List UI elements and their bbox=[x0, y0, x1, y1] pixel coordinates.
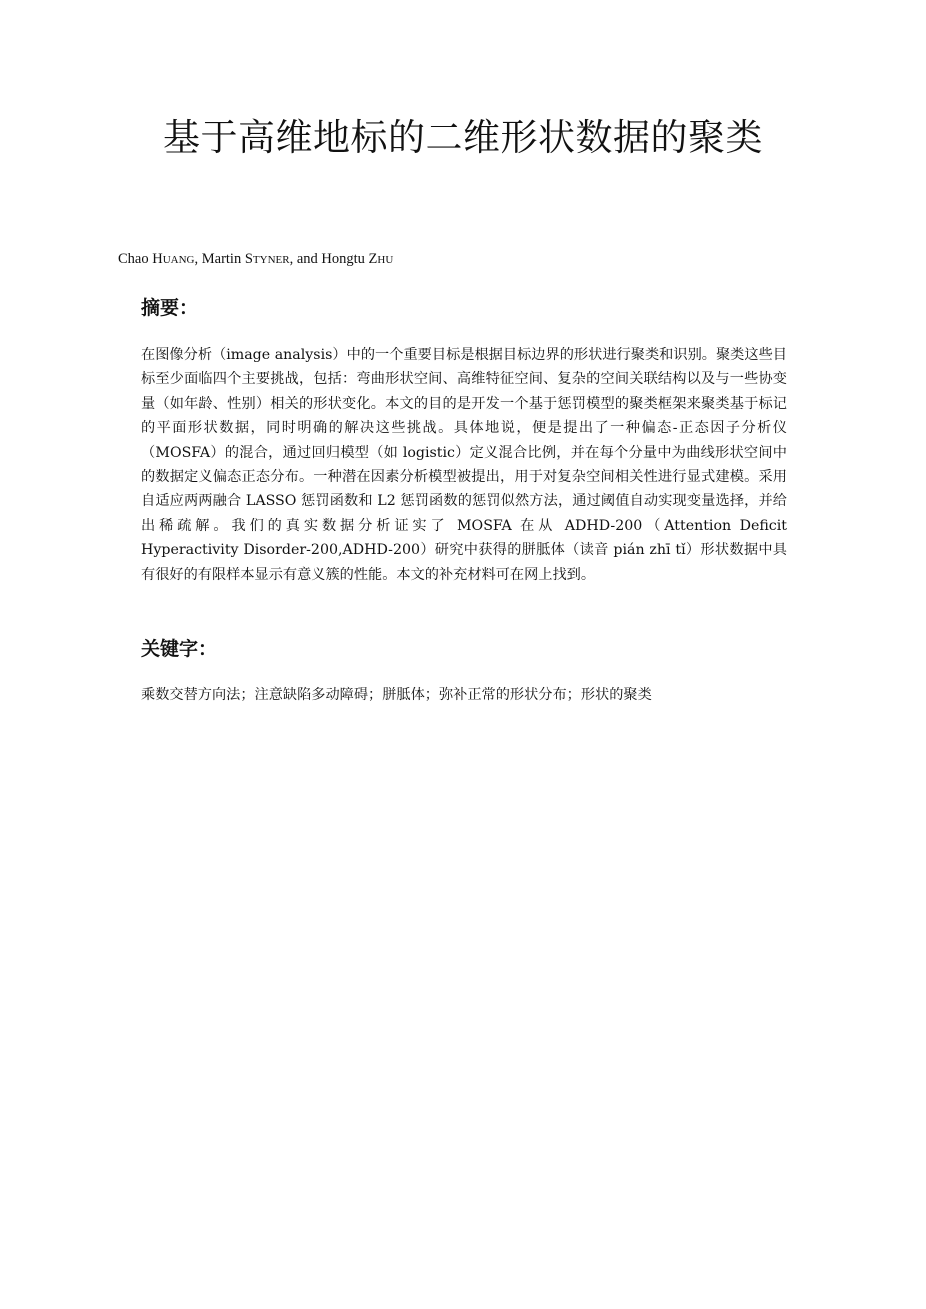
abstract-heading: 摘要： bbox=[141, 297, 199, 319]
author-3-last-rest: HU bbox=[377, 254, 394, 266]
author-separator: , bbox=[194, 251, 202, 267]
author-3-last-initial: Z bbox=[368, 251, 378, 267]
author-1 bbox=[118, 251, 195, 267]
author-1-last-rest: UANG bbox=[162, 254, 195, 266]
author-3-first-name: Hongtu bbox=[321, 251, 365, 267]
author-2-last-rest: TYNER bbox=[252, 254, 290, 266]
paper-title: 基于高维地标的二维形状数据的聚类 bbox=[163, 116, 763, 159]
author-1-last-initial: H bbox=[152, 251, 163, 267]
author-1-first-name: Chao bbox=[118, 251, 149, 267]
author-2-last-initial: S bbox=[244, 251, 253, 267]
author-separator: , and bbox=[289, 251, 322, 267]
keywords-text: 乘数交替方向法；注意缺陷多动障碍；胼胝体；弥补正常的形状分布；形状的聚类 bbox=[141, 687, 652, 703]
abstract-text: 在图像分析（image analysis）中的一个重要目标是根据目标边界的形状进行聚类和识别。聚类这些目标至少面临四个主要挑战，包括：弯曲形状空间、高维特征空间、复杂的空间关联结构以及与一些协变量（如年龄、性别）相关的形状变化。本文的目的是开发一个基于惩罚模型的聚类框架来聚类基于标记的平面形状数据，同时明确的解决这些挑战。具体地说，便是提出了一种偏态-正态因子分析仪（MOSFA）的混合，通过回归模型（如 logistic）定义混合比例，并在每个分量中为曲线形状空间中的数据定义偏态正态分布。一种潜在因素分析模型被提出，用于对复杂空间相关性进行显式建模。采用自适应两两融合 LASSO 惩罚函数和 L2 惩罚函数的惩罚似然方法，通过阈值自动实现变量选择，并给出稀疏解。我们的真实数据分析证实了 MOSFA 在从 ADHD-200（Attention Deficit Hyperactivity Disorder-200,ADHD-200）研究中获得的胼胝体（读音 pián zhī tǐ）形状数据中具有很好的有限样本显示有意义簇的性能。本文的补充材料可在网上找到。 bbox=[141, 347, 787, 583]
author-list bbox=[118, 249, 393, 270]
keywords-heading: 关键字： bbox=[141, 638, 218, 660]
author-2 bbox=[202, 251, 290, 267]
author-2-first-name: Martin bbox=[201, 251, 242, 267]
author-3 bbox=[321, 251, 393, 267]
